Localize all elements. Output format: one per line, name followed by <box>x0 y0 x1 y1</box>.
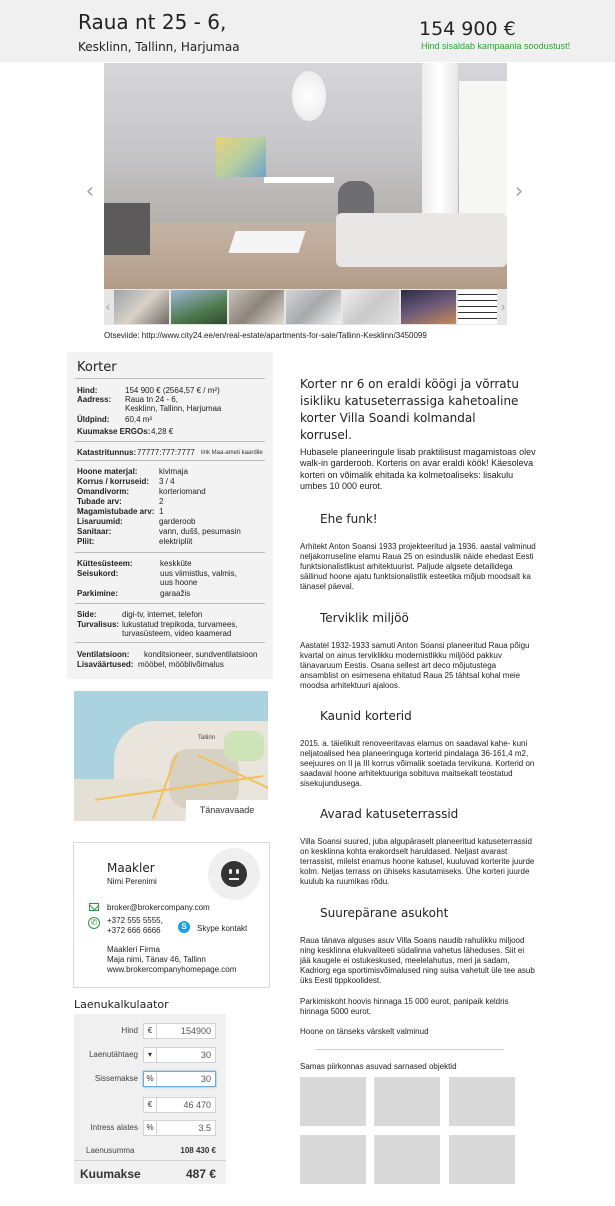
ventilation-value: konditsioneer, sundventilatsioon <box>144 650 258 659</box>
gallery-next-icon[interactable]: › <box>514 179 524 204</box>
thumbnail[interactable] <box>114 290 169 324</box>
monthly-payment-value: 487 € <box>185 1167 216 1181</box>
thumb-next-icon[interactable]: › <box>500 300 506 314</box>
security-label: Turvalisus: <box>77 620 120 629</box>
calc-input[interactable] <box>143 1097 216 1113</box>
calc-value: 3.5 <box>198 1123 211 1133</box>
price-label: Hind: <box>77 386 98 395</box>
broker-title: Maakler <box>107 861 155 875</box>
condition-value: uus viimistlus, valmis, uus hoone <box>160 569 237 587</box>
photo-armchair <box>338 181 374 217</box>
intro-paragraph: Hubasele planeeringule lisab praktilisust magamistoas olev walk-in garderoob. Korteris on avar eraldi köök! Käesoleva korteri on võimalik ehitada ka kolmetoaliseks: lisakulu umbes 10 000 eurot. <box>300 447 536 492</box>
similar-listing-tile[interactable] <box>374 1135 440 1184</box>
thumbnail[interactable] <box>401 290 456 324</box>
calc-value: 154900 <box>180 1026 211 1036</box>
price-value: 154 900 € (2564,57 € / m²) <box>125 386 220 395</box>
photo-dining-table <box>264 177 334 183</box>
skype-contact-link[interactable]: Skype kontakt <box>197 924 248 933</box>
promo-note: Hind sisaldab kampaania soodustust! <box>421 41 571 51</box>
section-text: Raua tänava alguses asuv Villa Soans naudib rahulikku miljood ning kesklinna elukvaliteeti südalinna vahetus läheduses. Siit ei jää kaugele ei ostukeskused, meelelahutus, meri ja sadam, Kadriorg ega sportimisvõimalused ning suisa vahetult üle tee asub üks Eesti tippkoolidest. <box>300 936 535 985</box>
listing-title: Raua nt 25 - 6, <box>78 10 227 34</box>
section-text: 2015. a. täielikult renoveeritavas elamus on saadaval kahe- kuni neljatoalised hea planeeringuga korterid pindalaga 36-161,4 m2, seejuures on II ja III korrus võimalik soetada tervikuna. Korterid on saadaval hoone arhitektuuriga sobituva maitsekalt teostatud sisekujundusega. <box>300 739 535 788</box>
calc-field-label: Intress alates <box>90 1123 138 1132</box>
broker-name: Nimi Perenimi <box>107 877 157 886</box>
feature-label: Omandivorm: <box>77 487 130 496</box>
listing-price: 154 900 € <box>419 18 516 40</box>
similar-listing-tile[interactable] <box>449 1077 515 1126</box>
similar-listing-tile[interactable] <box>300 1135 366 1184</box>
similar-listing-tile[interactable] <box>300 1077 366 1126</box>
section-heading: Avarad katuseterrassid <box>320 807 459 821</box>
cadastre-label: Katastritunnus: <box>77 448 137 457</box>
photo-artwork <box>216 137 266 177</box>
broker-card <box>73 842 270 988</box>
address-label: Aadress: <box>77 395 112 404</box>
calc-unit: € <box>144 1098 157 1112</box>
map-city-label: Tallinn <box>198 735 216 741</box>
section-heading: Ehe funk! <box>320 512 378 526</box>
connections-value: digi-tv, internet, telefon <box>122 610 203 619</box>
feature-value: vann, dušš, pesumasin <box>159 527 241 536</box>
avatar <box>208 848 260 900</box>
divider <box>75 460 265 461</box>
calc-input[interactable] <box>143 1071 216 1087</box>
loan-calculator-title: Laenukalkulaator <box>74 998 169 1011</box>
source-link[interactable]: Otseviide: http://www.city24.ee/en/real-estate/apartments-for-sale/Tallinn-Kesklinn/3450099 <box>104 331 427 340</box>
calc-field-label: Hind <box>121 1026 138 1035</box>
calc-value: 30 <box>200 1074 211 1084</box>
photo-tv-stand <box>104 203 150 255</box>
divider <box>75 441 265 442</box>
address-value: Raua tn 24 - 6, Kesklinn, Tallinn, Harjumaa <box>125 395 222 413</box>
extras-label: Lisaväärtused: <box>77 660 134 669</box>
thumb-prev-icon[interactable]: ‹ <box>105 300 111 314</box>
parking-label: Parkimine: <box>77 589 118 598</box>
calc-input[interactable] <box>143 1023 216 1039</box>
feature-label: Magamistubade arv: <box>77 507 155 516</box>
section-text: Villa Soansi suured, juba algupäraselt planeeritud katuseterrassid on kesklinna kohta erakordselt haruldased. Neljast avarast terrassist, milelst enamus hoone katusel, kuuluvad korterite juurde kolm. Neljas terrass on ühiseks kasutamiseks. Ühe korteri juurde kuulub ka ruumikas rõdu. <box>300 837 535 886</box>
photo-sofa <box>336 213 507 267</box>
calc-unit: ▾ <box>144 1048 157 1062</box>
divider <box>75 603 265 604</box>
monthly-value: 4,28 € <box>151 427 174 436</box>
feature-label: Pliit: <box>77 537 95 546</box>
photo-window <box>459 81 507 231</box>
photo-coffee-table <box>228 231 305 253</box>
lead-paragraph: Korter nr 6 on eraldi köögi ja võrratu isikliku katuseterrassiga kahetoaline korter Villa Soandi kolmandal korrusel. <box>300 377 519 442</box>
thumbnail[interactable] <box>343 290 398 324</box>
broker-phones[interactable]: +372 555 5555, +372 666 6666 <box>107 916 163 935</box>
feature-label: Hoone materjal: <box>77 467 138 476</box>
feature-value: elektripliit <box>159 537 193 546</box>
calc-value: 46 470 <box>183 1100 211 1110</box>
main-photo[interactable] <box>104 63 507 289</box>
closing-paragraph: Hoone on tänseks värskelt valminud <box>300 1027 429 1036</box>
divider <box>316 1049 504 1050</box>
details-title: Korter <box>77 360 117 375</box>
feature-label: Lisaruumid: <box>77 517 123 526</box>
similar-listing-tile[interactable] <box>449 1135 515 1184</box>
street-view-button[interactable]: Tänavavaade <box>186 800 268 821</box>
map-park <box>224 731 264 761</box>
thumbnail[interactable] <box>229 290 284 324</box>
monthly-label: Kuumakse ERGOs: <box>77 427 151 436</box>
cadastre-map-link[interactable]: link Maa-ameti kaardile <box>201 450 263 456</box>
listing-header <box>0 0 615 62</box>
divider <box>75 642 265 643</box>
feature-label: Sanitaar: <box>77 527 112 536</box>
parking-value: garaažis <box>160 589 191 598</box>
feature-value: 2 <box>159 497 164 506</box>
condition-label: Seisukord: <box>77 569 119 578</box>
area-label: Üldpind: <box>77 415 110 424</box>
envelope-icon <box>89 903 99 911</box>
thumbnail-strip <box>104 289 507 325</box>
feature-value: kivimaja <box>159 467 188 476</box>
section-heading: Terviklik miljöö <box>320 611 409 625</box>
photo-lamp <box>292 71 326 121</box>
feature-label: Korrus / korruseid: <box>77 477 150 486</box>
calc-input[interactable] <box>143 1120 216 1136</box>
gallery-prev-icon[interactable]: ‹ <box>85 179 95 204</box>
calc-field-label: Laenutähtaeg <box>89 1050 138 1059</box>
feature-value: garderoob <box>159 517 196 526</box>
property-details-panel <box>67 352 273 679</box>
calc-input[interactable] <box>143 1047 216 1063</box>
feature-value: korteriomand <box>159 487 206 496</box>
section-heading: Suurepärane asukoht <box>320 906 449 920</box>
calc-unit: % <box>144 1072 157 1086</box>
extras-value: mööbel, mööblivõimalus <box>138 660 224 669</box>
monthly-payment-row <box>74 1160 226 1184</box>
loan-calculator <box>74 1014 226 1184</box>
divider <box>75 378 265 379</box>
cadastre-value: 77777:777:7777 <box>137 448 195 457</box>
location-map[interactable] <box>74 691 268 821</box>
divider <box>75 552 265 553</box>
security-value: lukustatud trepikoda, turvamees, turvasüsteem, video kaamerad <box>122 620 238 638</box>
heating-value: keskküte <box>160 559 192 568</box>
loan-sum-value: 108 430 € <box>180 1146 216 1155</box>
smiley-icon <box>221 861 247 887</box>
loan-sum-label: Laenusumma <box>86 1146 135 1155</box>
feature-value: 3 / 4 <box>159 477 175 486</box>
area-value: 60,4 m² <box>125 415 153 424</box>
calc-unit: € <box>144 1024 157 1038</box>
feature-label: Tubade arv: <box>77 497 122 506</box>
calc-field-label: Sissemakse <box>94 1074 138 1083</box>
broker-email[interactable]: broker@brokercompany.com <box>107 903 210 912</box>
thumbnail-floorplan[interactable] <box>458 290 497 324</box>
phone-icon: ✆ <box>88 917 100 929</box>
calc-value: 30 <box>200 1050 211 1060</box>
parking-paragraph: Parkimiskoht hoovis hinnaga 15 000 eurot, panipaik keldris hinnaga 5000 eurot. <box>300 997 509 1016</box>
thumbnail[interactable] <box>286 290 341 324</box>
skype-icon: S <box>178 921 190 933</box>
calc-unit: % <box>144 1121 157 1135</box>
feature-value: 1 <box>159 507 164 516</box>
section-text: Arhitekt Anton Soansi 1933 projekteeritud ja 1936. aastal valminud neljakorruseline elamu Raua 25 on esinduslik näide ehedast Eesti funktsionalistlikust arhitektuurist. Paljude algsete detailidega säilinud hoone ajatu funktsionalistlik esteetika mõjub moodsalt ka tänasel päeval. <box>300 542 536 591</box>
similar-listings-title: Samas piirkonnas asuvad sarnased objektid <box>300 1062 457 1071</box>
similar-listing-tile[interactable] <box>374 1077 440 1126</box>
section-text: Aastatel 1932-1933 samuti Anton Soansi planeeritud Raua põigu kvartal on ainus terviklikku modernistlikku miljööd pakkuv tänavaruum Eestis. Osana sellest art deco mõjutustega ansamblist on esimesena ehitatud Raua 25 tähtsal kohal meie moodsa arhitektuuri ajaloos. <box>300 641 530 690</box>
listing-location: Kesklinn, Tallinn, Harjumaa <box>78 40 240 54</box>
heating-label: Küttesüsteem: <box>77 559 133 568</box>
thumbnail[interactable] <box>171 290 226 324</box>
monthly-payment-label: Kuumakse <box>80 1167 141 1181</box>
section-heading: Kaunid korterid <box>320 709 412 723</box>
connections-label: Side: <box>77 610 97 619</box>
ventilation-label: Ventilatsioon: <box>77 650 130 659</box>
broker-company: Maakleri Firma Maja nimi, Tänav 46, Tallinn www.brokercompanyhomepage.com <box>107 945 237 974</box>
